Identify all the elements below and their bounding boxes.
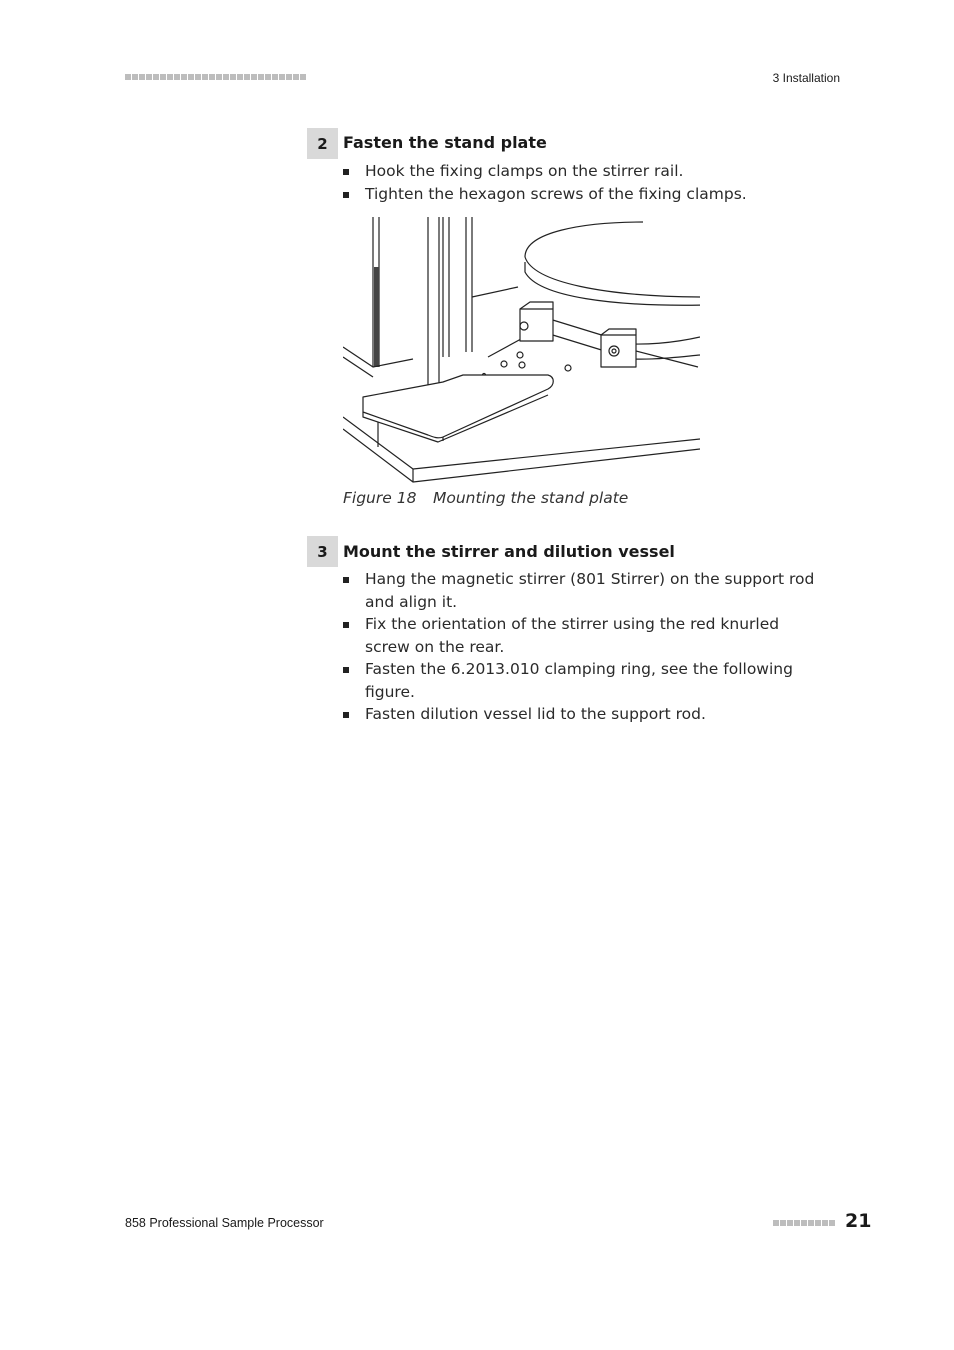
header-decoration — [125, 74, 306, 80]
list-item: Tighten the hexagon screws of the fixing clamps. — [343, 183, 823, 206]
figure-caption-text: Mounting the stand plate — [433, 489, 629, 507]
step-title-3: Mount the stirrer and dilution vessel — [343, 542, 675, 561]
figure-caption — [343, 489, 628, 507]
step-number-3: 3 — [307, 536, 338, 567]
page-number: 21 — [845, 1210, 872, 1232]
list-item: Fasten dilution vessel lid to the support rod. — [343, 703, 823, 726]
list-item: Hang the magnetic stirrer (801 Stirrer) on the support rod and align it. — [343, 568, 823, 613]
stand-plate-illustration — [343, 217, 700, 487]
list-item: Fasten the 6.2013.010 clamping ring, see the following figure. — [343, 658, 823, 703]
chapter-title: 3 Installation — [772, 71, 840, 85]
step-number-2: 2 — [307, 128, 338, 159]
step-3-list — [343, 568, 823, 726]
list-item: Fix the orientation of the stirrer using the red knurled screw on the rear. — [343, 613, 823, 658]
figure-number: Figure 18 — [343, 489, 417, 507]
footer-decoration — [773, 1220, 835, 1226]
list-item: Hook the fixing clamps on the stirrer rail. — [343, 160, 823, 183]
step-2-list — [343, 160, 823, 205]
footer-product: 858 Professional Sample Processor — [125, 1216, 324, 1230]
step-title-2: Fasten the stand plate — [343, 133, 547, 152]
